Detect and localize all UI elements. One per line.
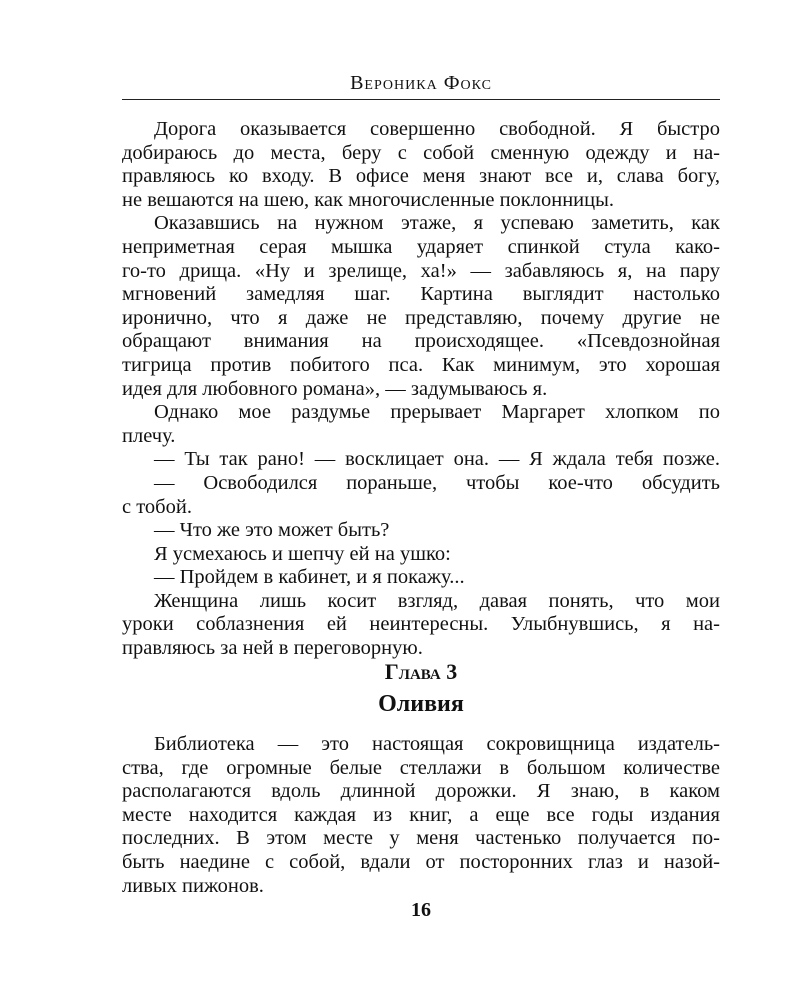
text-line: последних. В этом месте у меня частенько получается по- bbox=[122, 827, 720, 850]
chapter-label: Глава 3 bbox=[384, 659, 458, 684]
text-line: мгновений замедляя шаг. Картина выглядит настолько bbox=[122, 283, 720, 306]
text-line: не вешаются на шею, как многочисленные поклонницы. bbox=[122, 188, 615, 211]
text-line: располагаются вдоль длинной дорожки. Я знаю, в каком bbox=[122, 780, 720, 803]
running-head-author: Вероника Фокс bbox=[350, 72, 492, 94]
body-text-block-2 bbox=[122, 733, 720, 898]
text-line: ливых пижонов. bbox=[122, 874, 264, 897]
text-line: неприметная серая мышка ударяет спинкой стула како- bbox=[122, 235, 720, 258]
text-line: обращают внимания на происходящее. «Псевдознойная bbox=[122, 330, 720, 353]
text-line: Однако мое раздумье прерывает Маргарет хлопком по bbox=[154, 401, 720, 424]
text-line: месте находится каждая из книг, а еще все годы издания bbox=[122, 803, 720, 826]
text-line: — Пройдем в кабинет, и я покажу... bbox=[154, 566, 465, 589]
text-line: идея для любовного романа», — задумываюсь я. bbox=[122, 377, 548, 400]
text-line: Дорога оказывается совершенно свободной. Я быстро bbox=[154, 118, 720, 140]
text-line: Оказавшись на нужном этаже, я успеваю заметить, как bbox=[154, 212, 720, 235]
chapter-title: Оливия bbox=[378, 691, 464, 717]
text-line: быть наедине с собой, вдали от посторонних глаз и назой- bbox=[122, 850, 720, 873]
text-line: тигрица против побитого пса. Как минимум, это хорошая bbox=[122, 353, 720, 376]
text-line: иронично, что я даже не представляю, почему другие не bbox=[122, 306, 720, 329]
text-line: Библиотека — это настоящая сокровищница издатель- bbox=[154, 733, 720, 755]
text-line: — Ты так рано! — восклицает она. — Я ждала тебя позже. bbox=[154, 448, 720, 471]
text-line: плечу. bbox=[122, 424, 176, 447]
text-line: — Освободился пораньше, чтобы кое-что обсудить bbox=[154, 471, 720, 494]
text-line: Женщина лишь косит взгляд, давая понять, что мои bbox=[154, 589, 720, 612]
text-line: правляюсь за ней в переговорную. bbox=[122, 637, 423, 660]
body-text-block-1 bbox=[122, 118, 720, 661]
text-line: правляюсь ко входу. В офисе меня знают все и, слава богу, bbox=[122, 165, 720, 188]
text-line: уроки соблазнения ей неинтересны. Улыбнувшись, я на- bbox=[122, 613, 720, 636]
page-number: 16 bbox=[411, 899, 431, 921]
book-page bbox=[122, 0, 720, 1000]
text-line: го-то дрища. «Ну и зрелище, ха!» — забавляюсь я, на пару bbox=[122, 259, 720, 282]
text-line: ства, где огромные белые стеллажи в большом количестве bbox=[122, 756, 720, 779]
text-line: с тобой. bbox=[122, 495, 192, 518]
text-line: Я усмехаюсь и шепчу ей на ушко: bbox=[154, 542, 451, 565]
text-line: добираюсь до места, беру с собой сменную одежду и на- bbox=[122, 141, 720, 164]
header-rule bbox=[122, 99, 720, 100]
text-line: — Что же это может быть? bbox=[154, 519, 390, 542]
